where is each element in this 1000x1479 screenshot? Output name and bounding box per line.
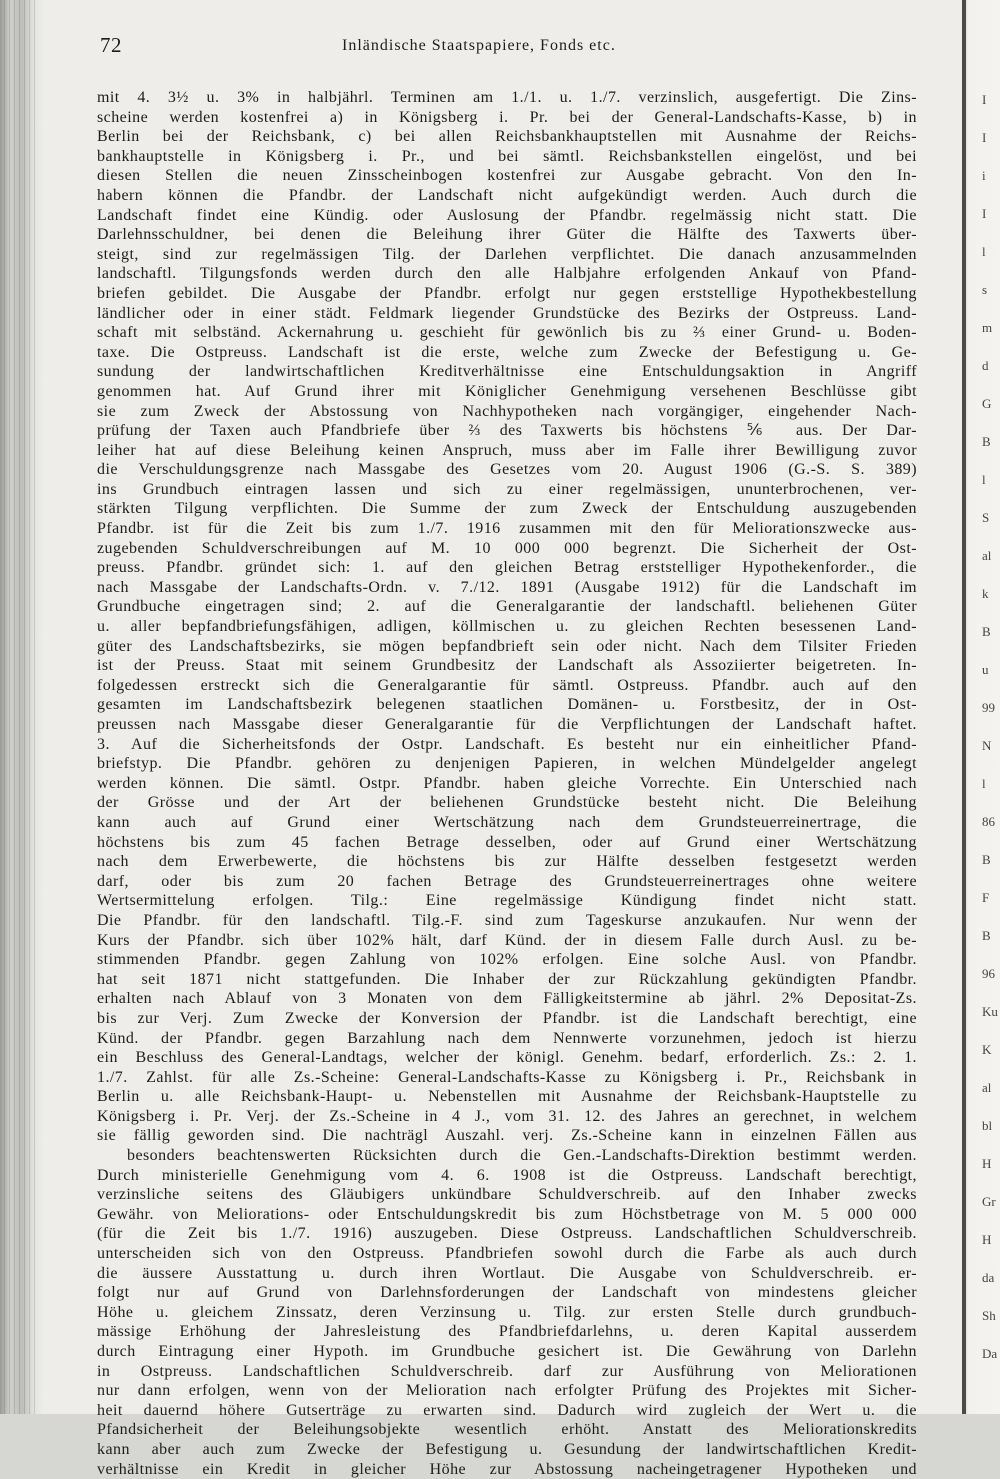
margin-fragment: u: [982, 662, 989, 677]
margin-fragment: d: [982, 358, 989, 373]
text-line: mit 4. 3½ u. 3% in halbjährl. Terminen am 1./1. u. 1./7. verzinslich, ausgefertigt. Die Zins-: [97, 89, 917, 106]
margin-fragment: K: [982, 1042, 992, 1057]
margin-fragment: i: [982, 168, 986, 183]
text-line: erhalten nach Ablauf von 3 Monaten von dem Fälligkeitstermine ab jährl. 2% Depositat-Zs.: [97, 990, 917, 1008]
text-line: sie fällig geworden sind. Die nachträgl Auszahl. verj. Zs.-Scheine kann in einzelnen Fällen aus: [97, 1127, 917, 1145]
text-line: diesen Stellen die neuen Zinsscheinbogen kostenfrei zur Ausgabe gebracht. Von den In-: [97, 167, 917, 185]
text-line: güter des Landschaftsbezirks, sie mögen bepfandbrieft sein oder nicht. Nach dem Tilsiter Frieden: [97, 637, 917, 655]
page-number: 72: [100, 33, 122, 57]
text-line: Berlin bei der Reichsbank, c) bei allen Reichsbankhauptstellen mit Ausnahme der Reichs-: [97, 128, 917, 146]
text-line: gesamten im Landschaftsbezirk belegenen staatlichen Domänen- u. Forstbesitz, der in Ost-: [97, 696, 917, 714]
text-line: bis zur Verj. Zum Zwecke der Konversion der Pfandbr. ist die Landschaft berechtigt, eine: [97, 1009, 917, 1027]
text-line: heit dauernd höhere Gutserträge zu erwarten sind. Dadurch wird zugleich der Wert u. die: [97, 1401, 917, 1419]
text-line: leiher hat auf diese Beleihung keinen Anspruch, muss aber im Falle ihrer Bewilligung zuvor: [97, 441, 917, 459]
margin-fragment: bl: [982, 1118, 993, 1133]
next-page-shadow: [962, 0, 966, 1414]
text-line: folgedessen erstreckt sich die Generalgarantie für sämtl. Ostpreuss. Pfandbr. auch auf den: [97, 676, 917, 694]
text-line: taxe. Die Ostpreuss. Landschaft ist die erste, welche zum Zwecke der Befestigung u. Ge-: [97, 343, 917, 361]
margin-fragment: k: [982, 586, 989, 601]
text-line: mässige Erhöhung der Jahresleistung des Pfandbriefdarlehns, u. deren Kapital ausserdem: [97, 1323, 917, 1341]
text-line: ländlicher oder in einer städt. Feldmark liegender Grundstücke des Bezirks der Ostpreuss. Land-: [97, 304, 917, 322]
text-line: Kurs der Pfandbr. sich über 102% hält, darf Künd. der in diesem Falle durch Ausl. zu be-: [97, 931, 917, 949]
text-line: steigt, sind zur regelmässigen Tilg. der Darlehen verpflichtet. Die danach anzusammelnden: [97, 245, 917, 263]
margin-fragment: Sh: [982, 1308, 996, 1323]
margin-fragment: da: [982, 1270, 995, 1285]
binding-gutter: [0, 0, 42, 1414]
text-line: Darlehnsschuldner, bei denen die Beleihung ihrer Güter die Hälfte des Taxwerts über-: [97, 226, 917, 244]
margin-fragment: I: [982, 206, 987, 221]
margin-fragment: I: [982, 92, 987, 107]
text-line: Gewähr. von Meliorations- oder Entschuldungskredit bis zum Höchstbetrage von M. 5 000 000: [97, 1205, 917, 1223]
text-line: Königsberg i. Pr. Verj. der Zs.-Scheine in 4 J., vom 31. 12. des Jahres an gerechnet, in welchem: [97, 1107, 917, 1125]
margin-fragment: B: [982, 624, 991, 639]
text-line: besonders beachtenswerten Rücksichten durch die Gen.-Landschafts-Direktion bestimmt werden.: [127, 1147, 917, 1165]
margin-fragment: 99: [982, 700, 995, 715]
text-line: ins Grundbuch eintragen lassen und sich zu einer regelmässigen, ununterbrochenen, ver-: [97, 480, 917, 498]
text-line: (für die Zeit bis 1./7. 1916) auszugeben. Diese Ostpreuss. Landschaftlichen Schuldverschreib.: [97, 1225, 917, 1243]
text-line: schaft mit selbständ. Ackernahrung u. geschieht für gewönlich bis zu ⅔ einer Grund- u. Boden-: [97, 324, 917, 342]
margin-fragment: m: [982, 320, 993, 335]
text-line: höchstens bis zum 45 fachen Betrage desselben, oder auf Grund einer Wertschätzung: [97, 833, 917, 851]
text-line: verzinsliche seitens des Gläubigers unkündbare Schuldverschreib. auf den Inhaber zwecks: [97, 1186, 917, 1204]
gutter-shadow-lines: [4, 0, 38, 1414]
text-line: Landschaft findet eine Kündig. oder Auslosung der Pfandbr. regelmässig nicht statt. Die: [97, 206, 917, 224]
margin-fragment: al: [982, 548, 992, 563]
text-line: preuss. Pfandbr. gründet sich: 1. auf den gleichen Betrag erststelliger Hypothekenforder., die: [97, 559, 917, 577]
margin-fragment: G: [982, 396, 992, 411]
text-line: die Verschuldungsgrenze nach Massgabe des Gesetzes vom 20. August 1906 (G.-S. S. 389): [97, 461, 917, 479]
text-line: bankhauptstelle in Königsberg i. Pr., und bei sämtl. Reichsbankstellen eingelöst, und bei: [97, 147, 917, 165]
margin-fragment: N: [982, 738, 992, 753]
text-line: durch Eintragung einer Hypoth. im Grundbuche gesichert ist. Die Gewährung von Darlehn: [97, 1343, 917, 1360]
text-line: Durch ministerielle Genehmigung vom 4. 6. 1908 ist die Ostpreuss. Landschaft berechtigt,: [97, 1166, 917, 1184]
margin-fragment: Gr: [982, 1194, 996, 1209]
running-head: Inländische Staatspapiere, Fonds etc.: [342, 37, 616, 54]
text-line: nach dem Erwerbewerte, die höchstens bis zur Hälfte desselben festgesetzt werden: [97, 853, 917, 871]
text-line: landschaftl. Tilgungsfonds werden durch den alle Halbjahre erfolgenden Ankauf von Pfand-: [97, 265, 917, 283]
text-line: werden können. Die sämtl. Ostpr. Pfandbr. haben gleiche Vorrechte. Ein Unterschied nach: [97, 774, 917, 792]
margin-fragment: I: [982, 130, 987, 145]
margin-fragment: 86: [982, 814, 995, 829]
text-line: der Grösse und der Art der beliehenen Grundstücke besteht nicht. Die Beleihung: [97, 794, 917, 812]
text-line: verhältnisse ein Kredit in gleicher Höhe zur Abstossung nacheingetragener Hypotheken und: [97, 1460, 917, 1478]
margin-fragment: l: [982, 472, 986, 487]
text-line: u. aller bepfandbriefungsfähigen, adligen, köllmischen u. zu gleichen Rechten besessenen Land-: [97, 618, 917, 636]
text-line: darf, oder bis zum 20 fachen Betrage des Grundsteuerreinertrages ohne weitere: [97, 872, 917, 890]
text-line: genommen hat. Auf Grund ihrer mit Königlicher Genehmigung versehenen Beschlüsse gibt: [97, 382, 917, 400]
text-line: kann aber auch zum Zwecke der Befestigung u. Gesundung der landwirtschaftlichen Kredit-: [97, 1440, 917, 1458]
text-line: prüfung der Taxen auch Pfandbriefe über ⅔ des Taxwerts bis höchstens ⅚ aus. Der Dar-: [97, 422, 917, 440]
text-line: Künd. der Pfandbr. gegen Barzahlung nach dem Nennwerte vorzunehmen, jedoch ist hierzu: [97, 1029, 917, 1047]
text-line: kann auch auf Grund einer Wertschätzung nach dem Grundsteuerreinertrage, die: [97, 813, 917, 831]
margin-fragment: l: [982, 244, 986, 259]
text-line: 3. Auf die Sicherheitsfonds der Ostpr. Landschaft. Es besteht nur ein einheitlicher Pfand-: [97, 735, 917, 753]
margin-fragment: F: [982, 890, 990, 905]
text-line: folgt nur auf Grund von Darlehnsforderungen der Landschaft von mindestens gleicher: [97, 1284, 917, 1302]
text-line: unterscheiden sich von den Ostpreuss. Pfandbriefen sowohl durch die Farbe als auch durch: [97, 1245, 917, 1263]
margin-fragment: s: [982, 282, 988, 297]
text-line: nach Massgabe der Landschafts-Ordn. v. 7./12. 1891 (Ausgabe 1912) für die Landschaft im: [97, 578, 917, 596]
text-line: briefstyp. Die Pfandbr. gehören zu denjenigen Papieren, in welchen Mündelgelder angelegt: [97, 755, 917, 773]
text-line: ist der Preuss. Staat mit seinem Grundbesitz der Landschaft als Assoziierter beigetreten. In-: [97, 657, 917, 675]
margin-fragment: H: [982, 1156, 992, 1171]
text-line: Grundbuche eingetragen sind; 2. auf die Generalgarantie der landschaftl. beliehenen Güter: [97, 598, 917, 616]
margin-fragment: B: [982, 852, 991, 867]
text-line: sie zum Zweck der Abstossung von Nachhypotheken nach vorgängiger, eingehender Nach-: [97, 402, 917, 420]
text-line: habern können die Pfandbr. der Landschaft nicht aufgekündigt werden. Auch durch die: [97, 186, 917, 204]
text-line: Pfandsicherheit der Beleihungsobjekte wesentlich erhöht. Anstatt des Meliorationskredits: [97, 1421, 917, 1439]
text-line: Höhe u. gleichem Zinssatz, deren Verzinsung u. Tilg. zur ersten Stelle durch grundbuch-: [97, 1303, 917, 1321]
margin-fragment: 96: [982, 966, 995, 981]
margin-fragment: l: [982, 776, 986, 791]
text-line: ein Beschluss des General-Landtags, welcher der königl. Genehm. bedarf, erforderlich. Zs.: 2. 1.: [97, 1049, 917, 1067]
text-line: Berlin u. alle Reichsbank-Haupt- u. Nebenstellen mit Ausnahme der Reichsbank-Hauptstelle zu: [97, 1088, 917, 1106]
margin-fragment: Da: [982, 1346, 998, 1361]
margin-fragment: Ku: [982, 1004, 998, 1019]
margin-fragment: B: [982, 434, 991, 449]
margin-fragment: al: [982, 1080, 992, 1095]
text-line: in Ostpreuss. Landschaftlichen Schuldverschreib. darf zur Ausführung von Meliorationen: [97, 1362, 917, 1380]
text-line: stärkten Tilgung verpflichten. Die Summe der zum Zweck der Entschuldung auszugebenden: [97, 500, 917, 518]
text-line: zugebenden Schuldverschreibungen auf M. 10 000 000 begrenzt. Die Sicherheit der Ost-: [97, 539, 917, 557]
text-line: nur dann erfolgen, wenn von der Melioration nach erfolgter Prüfung des Projektes mit Sicher-: [97, 1382, 917, 1400]
text-line: Die Pfandbr. für den landschaftl. Tilg.-F. sind zum Tageskurse anzukaufen. Nur wenn der: [97, 911, 917, 929]
margin-fragment: B: [982, 928, 991, 943]
text-line: sundung der landwirtschaftlichen Kreditverhältnisse eine Entschuldungsaktion in Angriff: [97, 363, 917, 381]
text-line: preussen nach Massgabe dieser Generalgarantie für die Verpflichtungen der Landschaft haftet.: [97, 716, 917, 733]
margin-fragment: S: [982, 510, 990, 525]
text-line: Pfandbr. ist für die Zeit bis zum 1./7. 1916 zusammen mit den für Meliorationszwecke aus-: [97, 520, 917, 538]
text-line: stimmenden Pfandbr. gegen Zahlung von 102% erfolgen. Eine solche Ausl. von Pfandbr.: [97, 951, 917, 969]
text-line: Wertsermittelung erfolgen. Tilg.: Eine regelmässige Kündigung findet nicht statt.: [97, 892, 917, 910]
text-line: scheine werden kostenfrei a) in Königsberg i. Pr. bei der General-Landschafts-Kasse, b) in: [97, 108, 917, 126]
body-text: [97, 88, 917, 1479]
text-line: die äussere Ausstattung u. durch ihren Wortlaut. Die Ausgabe von Schuldverschreib. er-: [97, 1264, 917, 1282]
text-line: 1./7. Zahlst. für alle Zs.-Scheine: General-Landschafts-Kasse zu Königsberg i. Pr., Reichsbank in: [97, 1068, 917, 1086]
text-line: briefen gebildet. Die Ausgabe der Pfandbr. erfolgt nur gegen erststellige Hypothekbestellung: [97, 284, 917, 302]
margin-fragment: H: [982, 1232, 992, 1247]
text-line: hat seit 1871 nicht stattgefunden. Die Inhaber der zur Rückzahlung gekündigten Pfandbr.: [97, 970, 917, 988]
